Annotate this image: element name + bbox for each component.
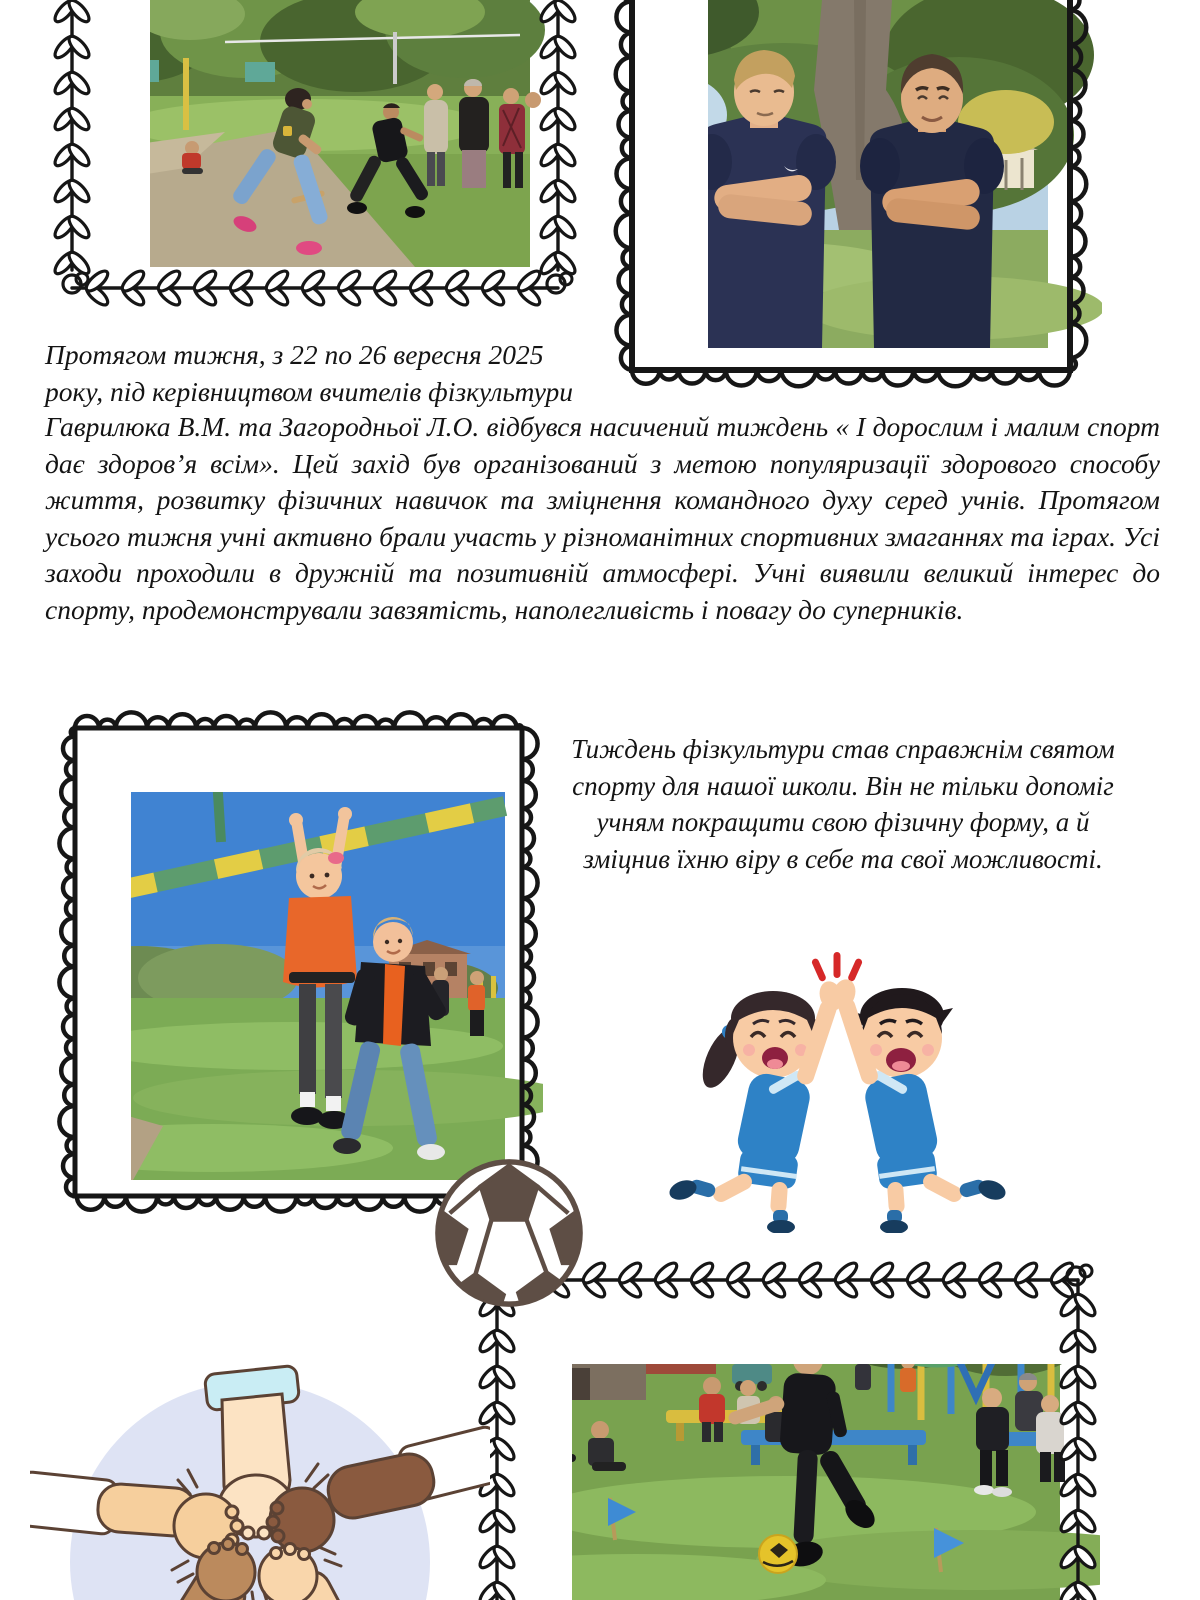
paragraph-intro-part1: Протягом тижня, з 22 по 26 вересня 2025 року, під керівництвом вчителів фізкультури: [45, 339, 574, 407]
photo-hanging-girl: [55, 746, 555, 1180]
photo-frame-top-right: [600, 0, 1160, 402]
sparkle-marks-icon: [811, 952, 863, 982]
boy-figure: [829, 976, 1008, 1233]
photo-frame-middle-left: [55, 700, 555, 1220]
photo-frame-top-left: [40, 0, 596, 318]
photo-two-boys: [604, 0, 1104, 360]
soccer-ball-icon: [430, 1154, 588, 1312]
fist-bump-illustration: [30, 1330, 490, 1600]
photo-relay-race: [70, 0, 545, 267]
girl-figure: [667, 978, 846, 1233]
paragraph-intro-part2: Гаврилюка В.М. та Загородньої Л.О. відбувся насичений тиждень « І дорослим і малим спорт дає здоров’я всім». Цей захід був організований з метою популяризації здорового способу життя, розвитку фізичних навичок та зміцнення командного духу серед учнів. Протягом усього тижня учні активно брали участь у різноманітних спортивних змаганнях та іграх. Усі заходи проходили в дружній та позитивній атмосфері. Учні виявили великий інтерес до спорту, продемонстрували завзятість, наполегливість і повагу до суперників.: [45, 411, 1160, 625]
paragraph-summary: Тиждень фізкультури став справжнім святом спорту для нашої школи. Він не тільки допоміг учням покращити свою фізичну форму, а й зміцнив їхню віру в себе та свої можливості.: [571, 734, 1115, 874]
photo-soccer-drill: [460, 1279, 1100, 1600]
high-five-illustration: [655, 938, 1020, 1233]
